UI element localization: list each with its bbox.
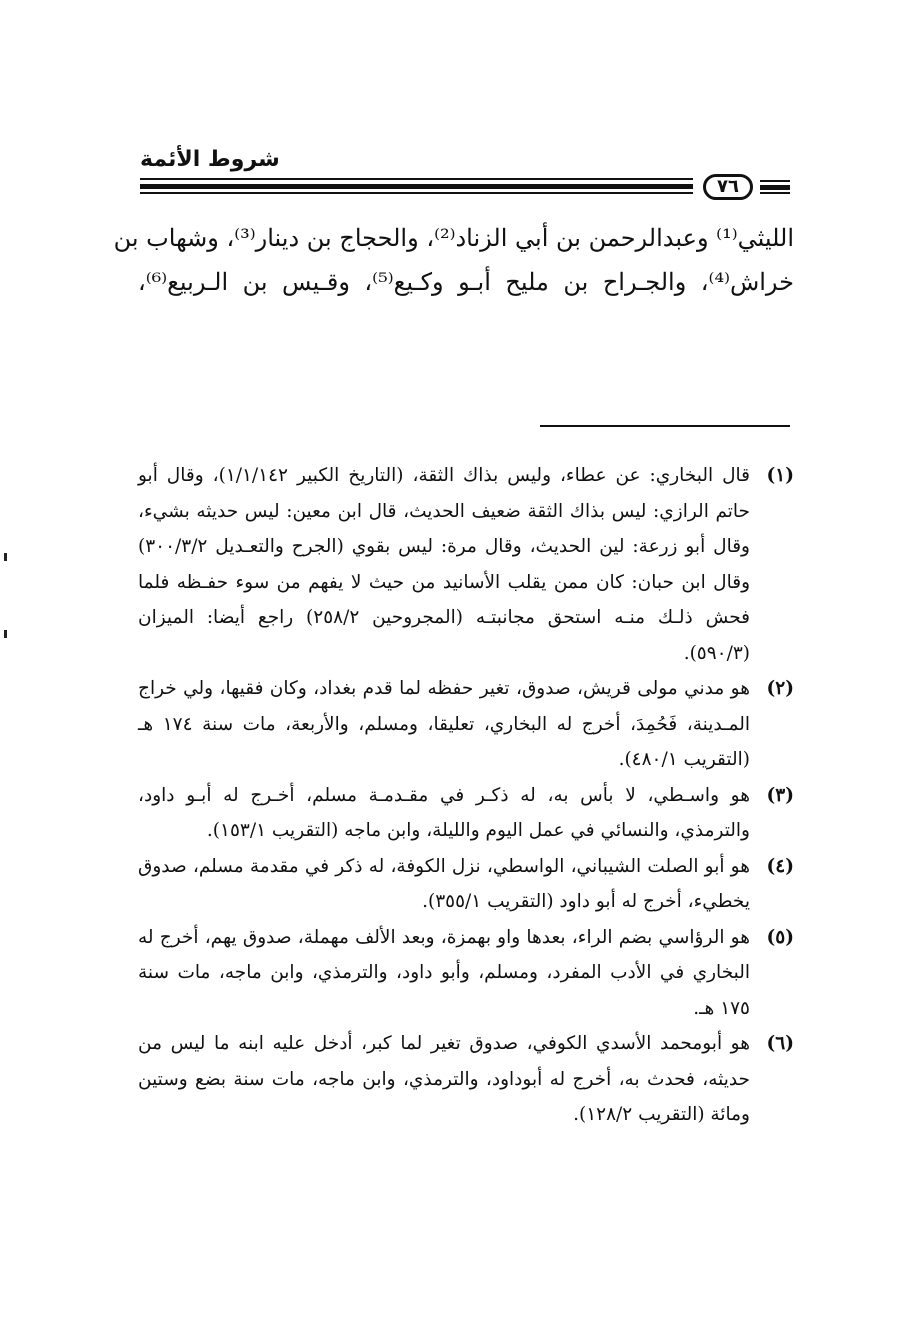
header-rule-right — [760, 180, 790, 194]
footnote-text: هو أبو الصلت الشيباني، الواسطي، نزل الكوفة، له ذكر في مقدمة مسلم، صدوق يخطيء، أخرج له أبو داود (التقريب ٣٥٥/١). — [138, 855, 750, 912]
scan-mark — [4, 553, 7, 561]
footnote-number: (٣) — [766, 784, 794, 806]
footnote-text: قال البخاري: عن عطاء، وليس بذاك الثقة، (التاريخ الكبير ١/١/١٤٢)، وقال أبو حاتم الرازي: ليس بذاك الثقة ضعيف الحديث، قال ابن معين: ليس حديثه بشيء، وقال أبو زرعة: لين الحديث، وقال مرة: ليس بقوي (الجرح والتعـديل ٣٠٠/٣/٢) وقال ابن حبان: كان ممن يقلب الأسانيد من حيث لا يفهم من سوء حفـظه فلما فحش ذلـك منـه استحق مجانبتـه (المجروحين ٢٥٨/٢) راجع أيضا: الميزان (٥٩٠/٣). — [138, 465, 750, 664]
footnote-text: هو واسـطي، لا بأس به، له ذكـر في مقـدمـة مسلم، أخـرج له أبـو داود، والترمذي، والنسائي في عمل اليوم والليلة، وابن ماجه (التقريب ١٥٣/١). — [138, 784, 750, 841]
footnote-text: هو الرؤاسي بضم الراء، بعدها واو بهمزة، وبعد الألف مهملة، صدوق يهم، أخرج له البخاري في الأدب المفرد، ومسلم، وأبو داود، والترمذي، وابن ماجه، مات سنة ١٧٥ هـ. — [138, 926, 750, 1019]
footnote-number: (١) — [766, 465, 794, 486]
main-text-line: الليثي⁽¹⁾ وعبدالرحمن بن أبي الزناد⁽²⁾، والحجاج بن دينار⁽³⁾، وشهاب بن — [113, 224, 794, 252]
footnote — [138, 1026, 794, 1133]
main-text-line: خراش⁽⁴⁾، والجـراح بن مليح أبـو وكـيع⁽⁵⁾، وقـيس بن الـربيع⁽⁶⁾، — [138, 268, 794, 296]
header-rule-thick — [140, 184, 693, 189]
footnote — [138, 920, 794, 1027]
footnote — [138, 849, 794, 920]
scan-mark — [4, 630, 7, 638]
footnote-number: (٥) — [766, 926, 794, 948]
footnote-number: (٢) — [766, 678, 794, 699]
footnote-text: هو أبومحمد الأسدي الكوفي، صدوق تغير لما كبر، أدخل عليه ابنه ما ليس من حديثه، فحدث به، أخرج له أبوداود، والترمذي، وابن ماجه، مات سنة بضع وستين ومائة (التقريب ١٢٨/٢). — [138, 1033, 750, 1125]
main-text — [113, 216, 794, 304]
header-rule-thin — [140, 178, 693, 180]
footnote — [138, 458, 794, 671]
page-number: ٧٦ — [703, 174, 753, 200]
running-header-title: شروط الأئمة — [140, 147, 280, 172]
footnote — [138, 671, 794, 778]
header-rule — [140, 178, 693, 196]
footnote-number: (٤) — [766, 855, 794, 877]
footnote-text: هو مدني مولى قريش، صدوق، تغير حفظه لما قدم بغداد، وكان فقيها، ولي خراج المـدينة، فَحُمِدَ، أخرج له البخاري، تعليقا، ومسلم، والأربعة، مات سنة ١٧٤ هـ (التقريب ٤٨٠/١). — [138, 678, 750, 770]
footnote — [138, 778, 794, 849]
footnote-separator — [540, 425, 790, 427]
footnote-number: (٦) — [766, 1033, 794, 1054]
header-rule-thin-bottom — [140, 192, 693, 194]
footnotes — [138, 458, 794, 1133]
